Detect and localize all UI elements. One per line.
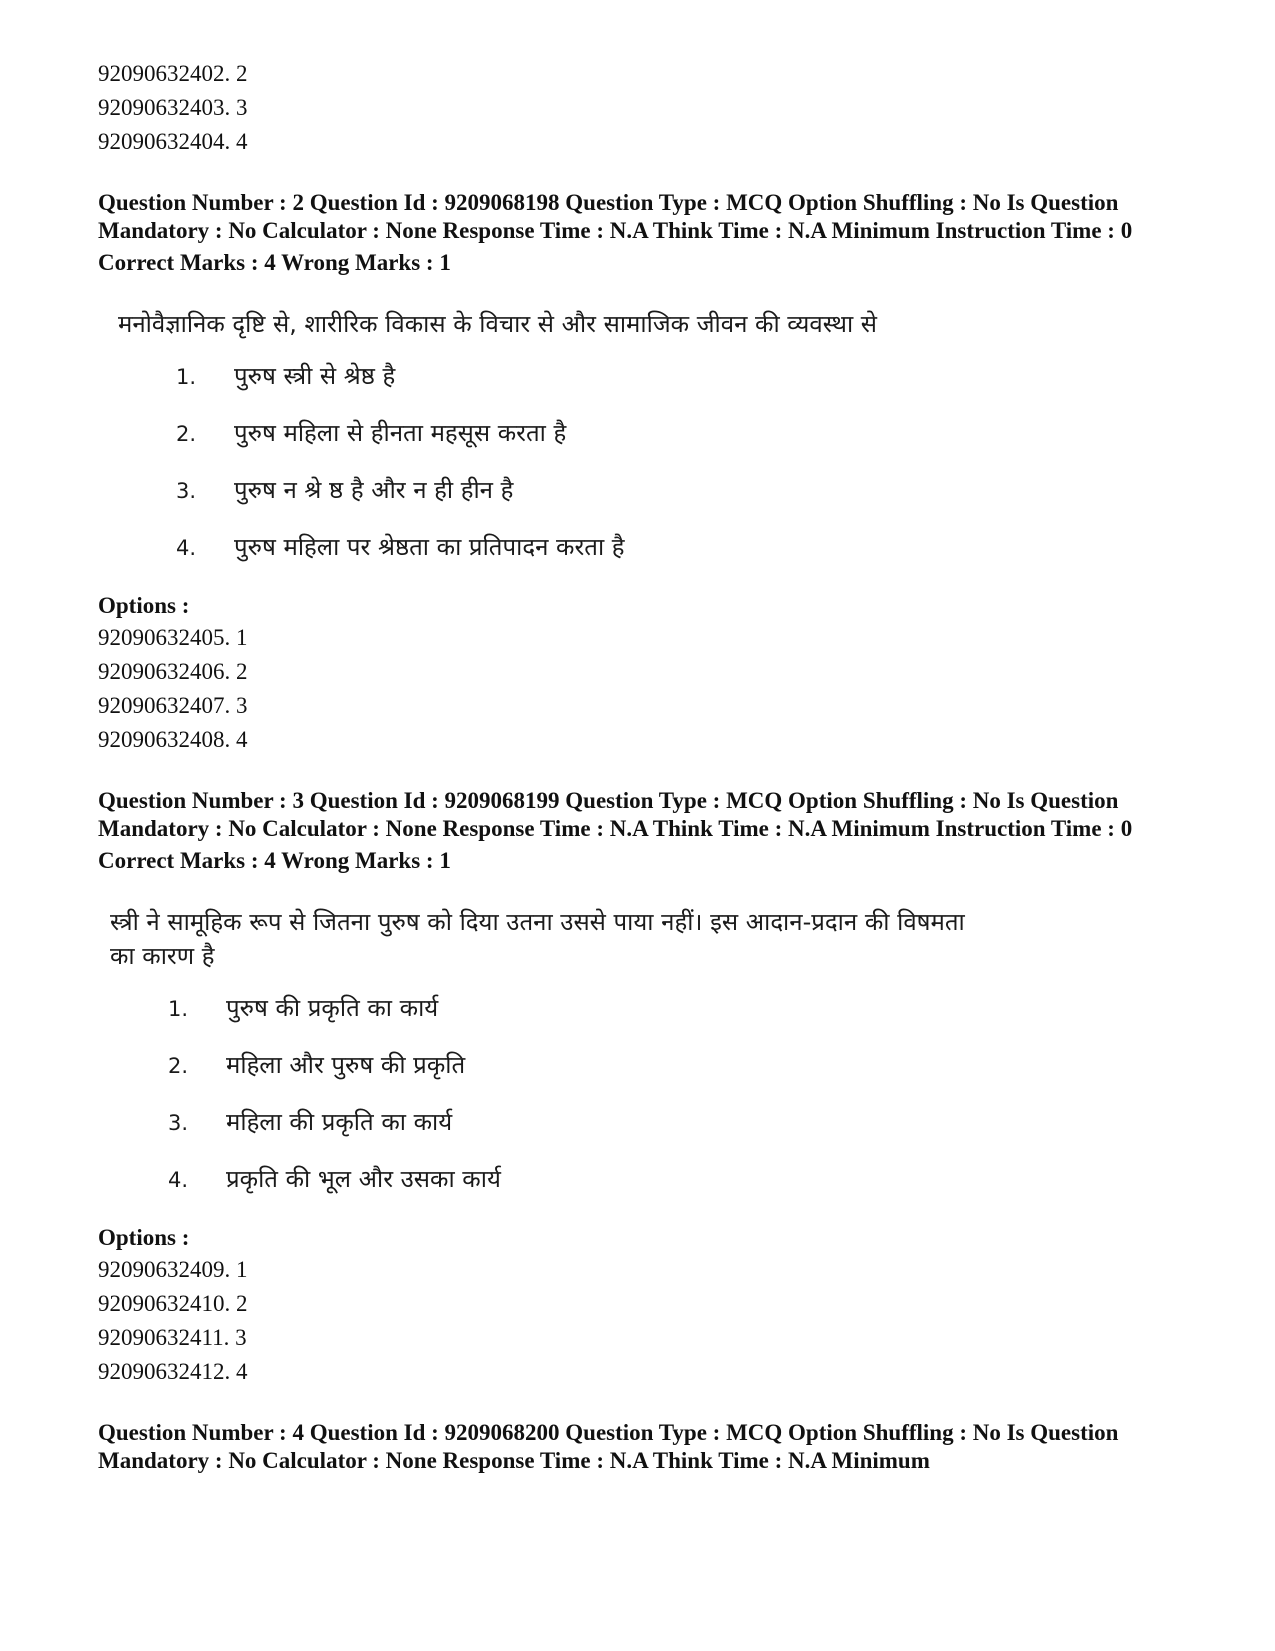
question-3: [98, 787, 1208, 1389]
option-line: 92090632403. 3: [98, 95, 248, 120]
choice-item: [176, 416, 1208, 451]
option-line: 92090632404. 4: [98, 129, 248, 154]
choice-number: 4.: [176, 536, 197, 560]
option-line: 92090632412. 4: [98, 1359, 248, 1384]
option-line: 92090632406. 2: [98, 659, 248, 684]
question-stem: मनोवैज्ञानिक दृष्टि से, शारीरिक विकास के विचार से और सामाजिक जीवन की व्यवस्था से: [118, 310, 878, 338]
choice-text: महिला की प्रकृति का कार्य: [226, 1108, 453, 1136]
question-marks: Correct Marks : 4 Wrong Marks : 1: [98, 250, 451, 275]
choice-item: [168, 991, 1208, 1026]
choice-number: 2.: [168, 1054, 189, 1078]
choice-item: [168, 1105, 1208, 1140]
choice-item: [176, 530, 1208, 565]
choice-item: [168, 1162, 1208, 1197]
question-meta: Question Number : 4 Question Id : 9209068200 Question Type : MCQ Option Shuffling : No Is Question Mandatory : No Calculator : None Response Time : N.A Think Time : N.A Minimum: [98, 1420, 1119, 1473]
question-meta: Question Number : 2 Question Id : 9209068198 Question Type : MCQ Option Shuffling : No Is Question Mandatory : No Calculator : None Response Time : N.A Think Time : N.A Minimum Instruction Time : 0: [98, 190, 1133, 243]
choice-text: पुरुष न श्रे ष्ठ है और न ही हीन है: [234, 476, 514, 504]
question-stem: स्त्री ने सामूहिक रूप से जितना पुरुष को दिया उतना उससे पाया नहीं। इस आदान-प्रदान की विषमता का कारण है: [110, 908, 965, 970]
choice-number: 2.: [176, 422, 197, 446]
choice-item: [168, 1048, 1208, 1083]
choice-item: [176, 473, 1208, 508]
choice-number: 4.: [168, 1168, 189, 1192]
choice-text: प्रकृति की भूल और उसका कार्य: [226, 1165, 501, 1193]
question-paper-page: [98, 57, 1208, 1475]
choice-text: पुरुष स्त्री से श्रेष्ठ है: [234, 362, 396, 390]
choice-number: 1.: [168, 997, 189, 1021]
options-list: [98, 1253, 1208, 1389]
choice-text: पुरुष महिला से हीनता महसूस करता है: [234, 419, 567, 447]
options-heading: Options :: [98, 1225, 190, 1250]
choice-number: 3.: [168, 1111, 189, 1135]
choice-number: 3.: [176, 479, 197, 503]
option-line: 92090632405. 1: [98, 625, 248, 650]
options-list: [98, 621, 1208, 757]
option-line: 92090632411. 3: [98, 1325, 247, 1350]
options-heading: Options :: [98, 593, 190, 618]
choice-text: पुरुष की प्रकृति का कार्य: [226, 994, 439, 1022]
option-line: 92090632409. 1: [98, 1257, 248, 1282]
option-line: 92090632408. 4: [98, 727, 248, 752]
question-meta: Question Number : 3 Question Id : 9209068199 Question Type : MCQ Option Shuffling : No Is Question Mandatory : No Calculator : None Response Time : N.A Think Time : N.A Minimum Instruction Time : 0: [98, 788, 1133, 841]
choice-text: पुरुष महिला पर श्रेष्ठता का प्रतिपादन करता है: [234, 533, 625, 561]
question-body: [98, 905, 1208, 1197]
choice-number: 1.: [176, 365, 197, 389]
option-line: 92090632402. 2: [98, 61, 248, 86]
question-body: [98, 307, 1208, 565]
question-4: [98, 1419, 1208, 1475]
option-line: 92090632410. 2: [98, 1291, 248, 1316]
question-2: [98, 189, 1208, 757]
choice-text: महिला और पुरुष की प्रकृति: [226, 1051, 466, 1079]
question-marks: Correct Marks : 4 Wrong Marks : 1: [98, 848, 451, 873]
prev-options-list: [98, 57, 1208, 159]
choice-item: [176, 359, 1208, 394]
option-line: 92090632407. 3: [98, 693, 248, 718]
